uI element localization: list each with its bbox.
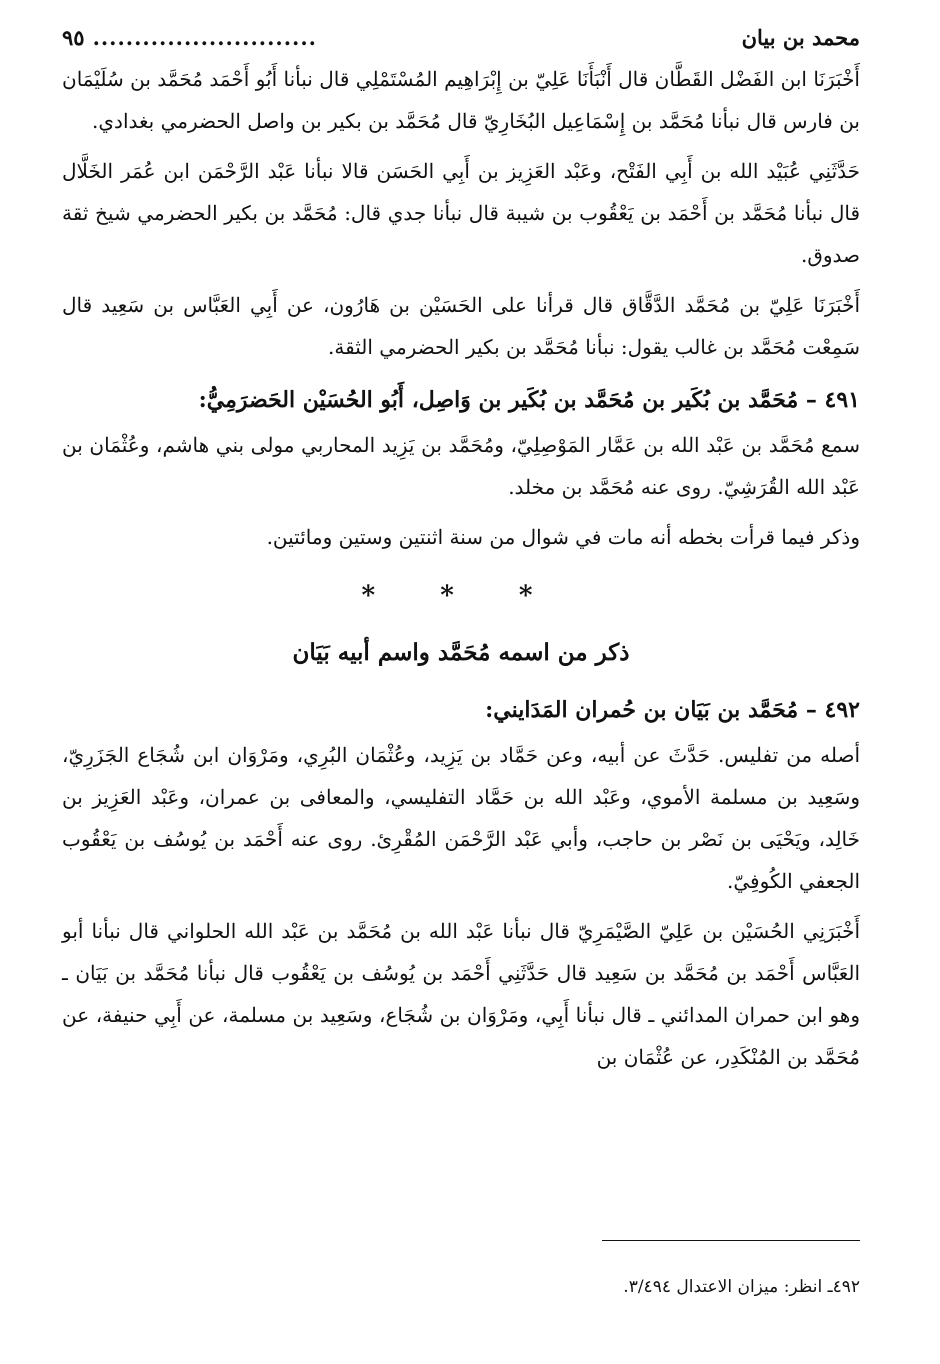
entry-heading-491: ٤٩١ – مُحَمَّد بن بُكَير بن مُحَمَّد بن بُكَير بن وَاصِل، أَبُو الحُسَيْن الحَضرَمِيُّ: (198, 387, 860, 413)
footnote-divider (602, 1240, 860, 1241)
section-separator: * * * (361, 581, 561, 611)
book-page (62, 18, 860, 1344)
header-title: محمد بن بيان (741, 25, 860, 50)
entry-heading-492: ٤٩٢ – مُحَمَّد بن بَيَان بن حُمران المَدَايني: (485, 697, 860, 723)
footnote-492: ٤٩٢ـ انظر: ميزان الاعتدال ٣/٤٩٤. (623, 1277, 860, 1297)
running-header (62, 18, 860, 58)
entry-491-paragraph-2: وذكر فيما قرأت بخطه أنه مات في شوال من سنة اثنتين وستين ومائتين. (266, 525, 860, 549)
entry-491-paragraph-1: سمع مُحَمَّد بن عَبْد الله بن عَمَّار المَوْصِلِيّ، ومُحَمَّد بن يَزِيد المحاربي مولى بني هاشم، وعُثْمَان بن عَبْد الله القُرَشِيّ. روى عنه مُحَمَّد بن مخلد. (62, 433, 860, 499)
header-dot-leader: ........................... (92, 25, 317, 50)
entry-492-paragraph-1: أصله من تفليس. حَدَّثَ عن أبيه، وعن حَمَّاد بن يَزِيد، وعُثْمَان البُرِي، ومَرْوَان ابن شُجَاع الجَزَرِيّ، وسَعِيد بن مسلمة الأموي، وعَبْد الله بن حَمَّاد التفليسي، والمعافى بن عمران، وعَبْد العَزِيز بن خَالِد، ويَحْيَى بن نَصْر بن حاجب، وأبي عَبْد الرَّحْمَن المُقْرِئ. روى عنه أَحْمَد بن يُوسُف بن يَعْقُوب الجعفي الكُوفِيّ. (62, 743, 860, 893)
page-number: ٩٥ (62, 25, 85, 50)
paragraph-isnad-3: أَخْبَرَنَا عَلِيّ بن مُحَمَّد الدَّقَّاق قال قرأنا على الحَسَيْن بن هَارُون، عن أَبِي العَبَّاس بن سَعِيد قال سَمِعْت مُحَمَّد بن غالب يقول: نبأنا مُحَمَّد بن بكير الحضرمي الثقة. (62, 293, 860, 359)
paragraph-isnad-2: حَدَّثَنِي عُبَيْد الله بن أَبِي الفَتْح، وعَبْد العَزِيز بن أَبِي الحَسَن قالا نبأنا عَبْد الرَّحْمَن ابن عُمَر الخَلَّال قال نبأنا مُحَمَّد بن أَحْمَد بن يَعْقُوب بن شيبة قال نبأنا جدي قال: مُحَمَّد بن بكير الحضرمي شيخ ثقة صدوق. (62, 159, 860, 267)
entry-492-paragraph-2: أَخْبَرَنِي الحُسَيْن بن عَلِيّ الصَّيْمَرِيّ قال نبأنا عَبْد الله بن مُحَمَّد بن عَبْد الله الحلواني قال نبأنا أبو العَبَّاس أَحْمَد بن مُحَمَّد بن سَعِيد قال حَدَّثَنِي أَحْمَد بن يُوسُف بن يَعْقُوب قال نبأنا مُحَمَّد بن بَيَان ـ وهو ابن حمران المدائني ـ قال نبأنا أَبِي، ومَرْوَان بن شُجَاع، وسَعِيد بن مسلمة، عن أَبِي حنيفة، عن مُحَمَّد بن المُنْكَدِر، عن عُثْمَان بن (62, 919, 860, 1069)
section-title: ذكر من اسمه مُحَمَّد واسم أبيه بَيَان (292, 639, 630, 666)
paragraph-isnad-1: أَخْبَرَنَا ابن الفَضْل القَطَّان قال أَنْبَأَنَا عَلِيّ بن إِبْرَاهِيم المُسْتَمْلِي قال نبأنا أَبُو أَحْمَد مُحَمَّد بن سُلَيْمَان بن فارس قال نبأنا مُحَمَّد بن إِسْمَاعِيل البُخَارِيّ قال مُحَمَّد بن بكير بن واصل الحضرمي بغدادي. (62, 67, 860, 133)
